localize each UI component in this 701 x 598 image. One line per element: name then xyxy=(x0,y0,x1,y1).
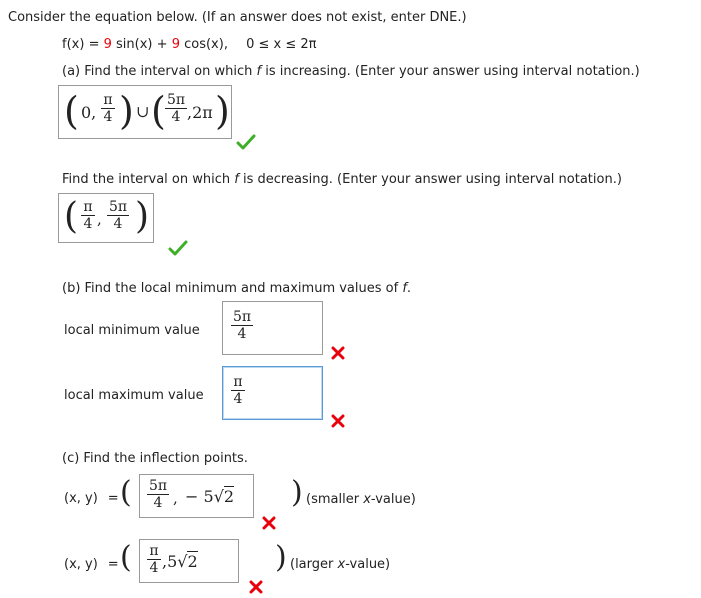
fraction: 5π 4 xyxy=(166,92,186,125)
fraction: 5π 4 xyxy=(232,309,252,342)
decreasing-answer-box[interactable]: ( π 4 , 5π 4 ) xyxy=(58,193,154,243)
intro-text: Consider the equation below. (If an answer does not exist, enter DNE.) xyxy=(8,10,467,25)
fraction: π 4 xyxy=(101,93,115,124)
local-max-input[interactable] xyxy=(222,366,323,420)
union-symbol: ∪ xyxy=(136,102,150,121)
fraction: π 4 xyxy=(147,544,161,575)
xy-label: (x, y) = xyxy=(64,491,119,506)
part-b-question: (b) Find the local minimum and maximum values of f. xyxy=(62,281,412,296)
local-min-label: local minimum value xyxy=(64,323,200,338)
sqrt-expression: − 5√2 xyxy=(185,487,235,506)
local-min-input[interactable] xyxy=(222,301,323,355)
incorrect-x-icon xyxy=(331,346,345,360)
equation-lhs: f(x) xyxy=(62,37,85,52)
local-max-label: local maximum value xyxy=(64,388,204,403)
decreasing-question: Find the interval on which f is decreasing. (Enter your answer using interval notation.) xyxy=(62,172,622,187)
smaller-x-note: (smaller x-value) xyxy=(306,492,416,507)
fraction: π 4 xyxy=(231,375,245,406)
incorrect-x-icon xyxy=(262,516,276,530)
coef-1: 9 xyxy=(103,37,112,52)
correct-check-icon xyxy=(236,134,256,150)
correct-check-icon xyxy=(168,240,188,256)
increasing-answer-box[interactable]: ( 0, π 4 ) ∪ ( 5π 4 ,2π ) xyxy=(58,85,232,139)
inflection-point-1-input[interactable]: 5π 4 , − 5√2 xyxy=(139,474,254,518)
sqrt-expression: ,5√2 xyxy=(162,552,198,571)
equation: f(x) = 9 sin(x) + 9 cos(x), 0 ≤ x ≤ 2π xyxy=(62,37,317,52)
incorrect-x-icon xyxy=(331,414,345,428)
fraction: 5π 4 xyxy=(108,199,128,232)
part-a-question: (a) Find the interval on which f is increasing. (Enter your answer using interval notation.) xyxy=(62,64,640,79)
coef-2: 9 xyxy=(171,37,180,52)
fraction: π 4 xyxy=(81,200,95,231)
larger-x-note: (larger x-value) xyxy=(290,557,391,572)
fraction: 5π 4 xyxy=(148,478,168,511)
equation-domain: 0 ≤ x ≤ 2π xyxy=(246,37,317,52)
incorrect-x-icon xyxy=(249,580,263,594)
part-c-question: (c) Find the inflection points. xyxy=(62,451,248,466)
inflection-point-2-input[interactable] xyxy=(139,539,239,583)
xy-label: (x, y) = xyxy=(64,557,119,572)
